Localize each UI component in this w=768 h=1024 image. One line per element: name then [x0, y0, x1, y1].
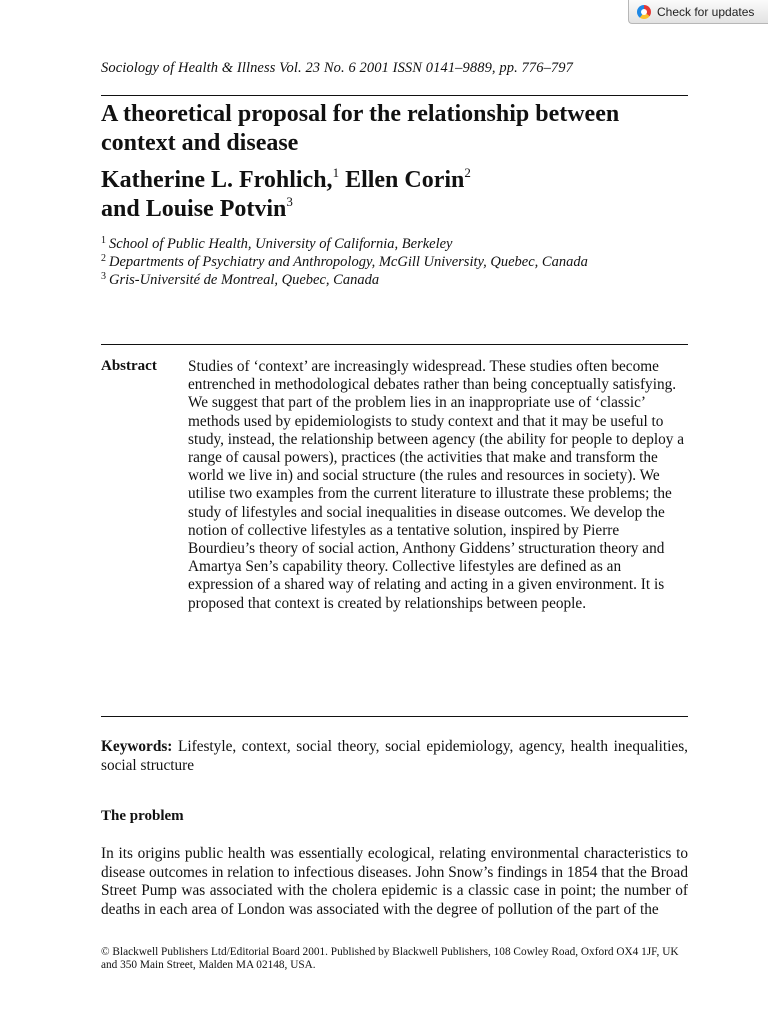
author-name: and Louise Potvin — [101, 196, 287, 222]
copyright-text: Blackwell Publishers Ltd/Editorial Board 2001. Published by Blackwell Publishers, 108 Cowley Road, Oxford OX4 1JF, UK and 350 Main Street, Malden MA 02148, USA. — [101, 946, 679, 971]
copyright-notice — [101, 946, 691, 972]
affiliation-marker: 1 — [101, 235, 106, 246]
section-heading: The problem — [101, 808, 184, 824]
author-affiliation-marker: 1 — [332, 165, 340, 180]
author-name: Ellen Corin — [345, 167, 465, 193]
abstract-bottom-divider — [101, 716, 688, 717]
abstract-top-divider — [101, 344, 688, 345]
author-list — [101, 166, 691, 224]
affiliation-marker: 3 — [101, 271, 106, 282]
affiliation-item — [101, 253, 691, 271]
body-paragraph: In its origins public health was essentially ecological, relating environmental characteristics to disease outcomes in relation to infectious diseases. John Snow’s findings in 1854 that the Broad Street Pump was associated with the cholera epidemic is a classic case in point; the number of deaths in each area of London was associated with the degree of pollution of the part of the — [101, 845, 688, 918]
affiliation-text: Gris-Université de Montreal, Quebec, Canada — [109, 272, 380, 288]
affiliation-item — [101, 235, 691, 253]
author-name: Katherine L. Frohlich, — [101, 167, 333, 193]
crossmark-icon — [637, 5, 651, 19]
article-title: A theoretical proposal for the relationship between context and disease — [101, 101, 620, 156]
journal-citation: Sociology of Health & Illness Vol. 23 No. 6 2001 ISSN 0141–9889, pp. 776–797 — [101, 60, 573, 76]
author-affiliation-marker: 2 — [464, 165, 471, 180]
top-divider — [101, 95, 688, 96]
copyright-icon: © — [101, 946, 110, 958]
keywords-label: Keywords: — [101, 738, 173, 755]
abstract-label: Abstract — [101, 358, 157, 374]
affiliation-marker: 2 — [101, 253, 106, 264]
affiliation-text: Departments of Psychiatry and Anthropology, McGill University, Quebec, Canada — [109, 254, 588, 270]
affiliation-item — [101, 271, 691, 289]
affiliation-text: School of Public Health, University of California, Berkeley — [109, 236, 453, 252]
check-for-updates-label: Check for updates — [657, 4, 755, 19]
keywords-text: Lifestyle, context, social theory, social epidemiology, agency, health inequalities, social structure — [101, 738, 688, 774]
abstract-text: Studies of ‘context’ are increasingly widespread. These studies often become entrenched in methodological debates rather than being conceptually satisfying. We suggest that part of the problem lies in an inappropriate use of ‘classic’ methods used by epidemiologists to study context and that it may be useful to study, instead, the relationship between agency (the ability for people to deploy a range of causal powers), practices (the activities that make and transform the world we live in) and social structure (the rules and resources in society). We utilise two examples from the current literature to illustrate these problems; the study of lifestyles and social inequalities in disease outcomes. We develop the notion of collective lifestyles as a tentative solution, inspired by Pierre Bourdieu’s theory of social action, Anthony Giddens’ structuration theory and Amartya Sen’s capability theory. Collective lifestyles are defined as an expression of a shared way of relating and acting in a given environment. It is proposed that context is created by relationships between people. — [188, 358, 685, 612]
author-affiliation-marker: 3 — [286, 194, 293, 209]
keywords — [101, 737, 688, 775]
affiliation-list — [101, 235, 691, 289]
check-for-updates-button[interactable] — [628, 0, 768, 24]
